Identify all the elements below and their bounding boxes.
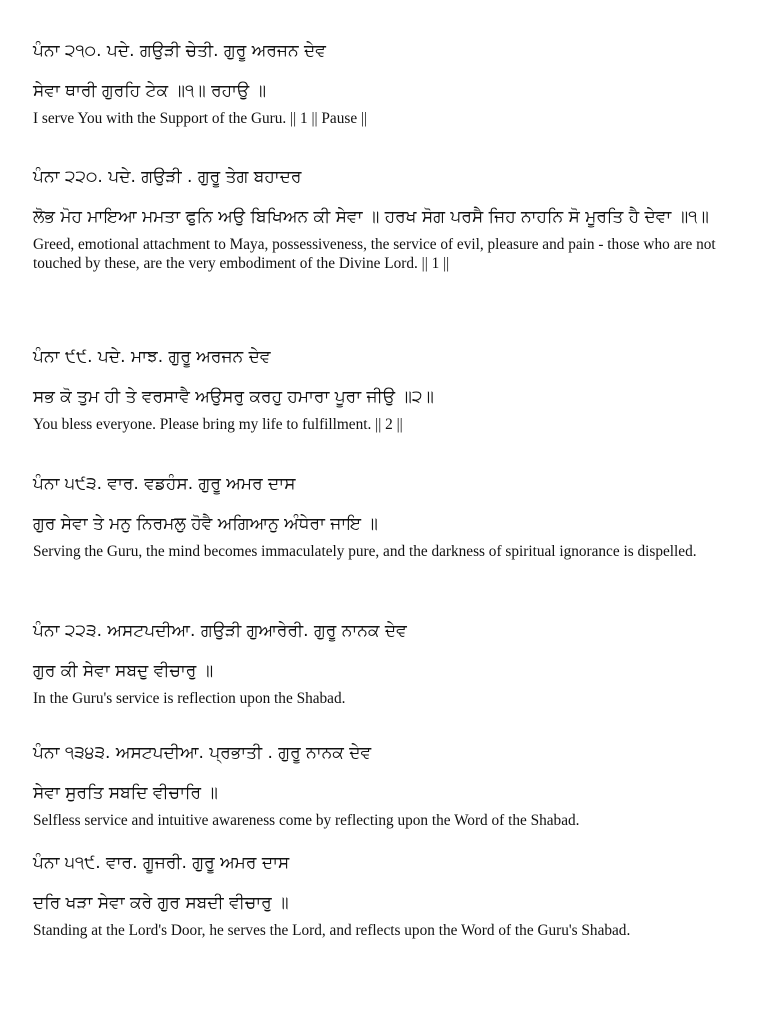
english-translation: You bless everyone. Please bring my life to fulfillment. || 2 || [33,416,403,433]
page-reference: ਪੰਨਾ ੯੯. ਪਦੇ. ਮਾਝ. ਗੁਰੂ ਅਰਜਨ ਦੇਵ [33,347,271,367]
gurmukhi-verse: ਲੋਭ ਮੋਹ ਮਾਇਆ ਮਮਤਾ ਫੁਨਿ ਅਉ ਬਿਖਿਅਨ ਕੀ ਸੇਵਾ ॥ ਹਰਖ ਸੋਗ ਪਰਸੈ ਜਿਹ ਨਾਹਨਿ ਸੋ ਮੂਰਤਿ ਹੈ ਦੇਵਾ ॥੧॥ [33,207,709,227]
scripture-entry [33,742,743,830]
gurmukhi-verse: ਦਰਿ ਖੜਾ ਸੇਵਾ ਕਰੇ ਗੁਰ ਸਬਦੀ ਵੀਚਾਰੁ ॥ [33,893,289,913]
page-reference: ਪੰਨਾ ੨੧੦. ਪਦੇ. ਗਉੜੀ ਚੇਤੀ. ਗੁਰੂ ਅਰਜਨ ਦੇਵ [33,41,326,61]
gurmukhi-verse: ਸਭ ਕੋ ਤੁਮ ਹੀ ਤੇ ਵਰਸਾਵੈ ਅਉਸਰੁ ਕਰਹੁ ਹਮਾਰਾ ਪੂਰਾ ਜੀਉ ॥੨॥ [33,387,434,407]
scripture-entry [33,473,743,561]
scripture-entry [33,620,743,708]
english-translation: Serving the Guru, the mind becomes immaculately pure, and the darkness of spiritual ignorance is dispelled. [33,543,697,560]
page-reference: ਪੰਨਾ ੧੩੪੩. ਅਸਟਪਦੀਆ. ਪ੍ਰਭਾਤੀ . ਗੁਰੂ ਨਾਨਕ ਦੇਵ [33,743,372,763]
gurmukhi-verse: ਸੇਵਾ ਸੁਰਤਿ ਸਬਦਿ ਵੀਚਾਰਿ ॥ [33,783,218,803]
english-translation: Standing at the Lord's Door, he serves the Lord, and reflects upon the Word of the Guru's Shabad. [33,922,631,939]
page-reference: ਪੰਨਾ ੨੨੩. ਅਸਟਪਦੀਆ. ਗਉੜੀ ਗੁਆਰੇਰੀ. ਗੁਰੂ ਨਾਨਕ ਦੇਵ [33,621,407,641]
scripture-entry [33,166,743,273]
gurmukhi-verse: ਗੁਰ ਕੀ ਸੇਵਾ ਸਬਦੁ ਵੀਚਾਰੁ ॥ [33,661,214,681]
page-reference: ਪੰਨਾ ੨੨੦. ਪਦੇ. ਗਉੜੀ . ਗੁਰੂ ਤੇਗ ਬਹਾਦਰ [33,167,302,187]
gurmukhi-verse: ਸੇਵਾ ਥਾਰੀ ਗੁਰਹਿ ਟੇਕ ॥੧॥ ਰਹਾਉ ॥ [33,81,267,101]
page-reference: ਪੰਨਾ ੫੧੯. ਵਾਰ. ਗੂਜਰੀ. ਗੁਰੂ ਅਮਰ ਦਾਸ [33,853,290,873]
gurmukhi-verse: ਗੁਰ ਸੇਵਾ ਤੇ ਮਨੁ ਨਿਰਮਲੁ ਹੋਵੈ ਅਗਿਆਨੁ ਅੰਧੇਰਾ ਜਾਇ ॥ [33,514,378,534]
english-translation: I serve You with the Support of the Guru. || 1 || Pause || [33,110,368,127]
english-translation: Greed, emotional attachment to Maya, possessiveness, the service of evil, pleasure and pain - those who are not touched by these, are the very embodiment of the Divine Lord. || 1 || [33,236,716,272]
english-translation: In the Guru's service is reflection upon the Shabad. [33,690,346,707]
scripture-entry [33,40,743,128]
english-translation: Selfless service and intuitive awareness come by reflecting upon the Word of the Shabad. [33,812,580,829]
page-reference: ਪੰਨਾ ੫੯੩. ਵਾਰ. ਵਡਹੰਸ. ਗੁਰੂ ਅਮਰ ਦਾਸ [33,474,296,494]
scripture-entry [33,852,743,940]
scripture-entry [33,346,743,434]
